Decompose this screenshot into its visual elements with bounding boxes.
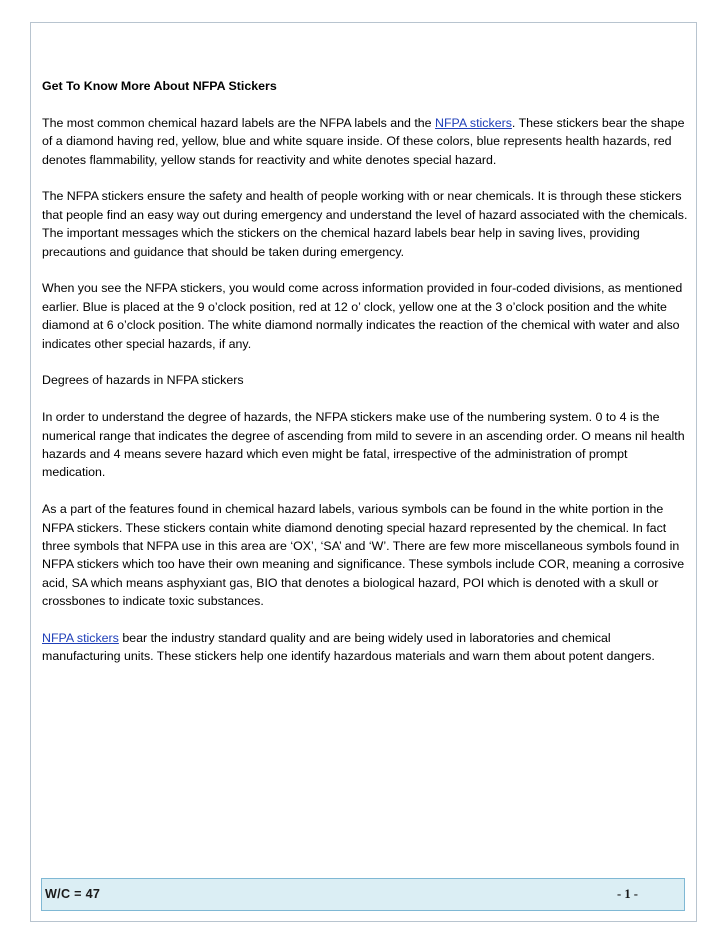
paragraph-intro xyxy=(42,114,690,169)
document-body xyxy=(42,77,690,684)
paragraph-conclusion xyxy=(42,629,690,666)
page-footer xyxy=(41,878,685,911)
nfpa-stickers-link[interactable]: NFPA stickers xyxy=(435,115,512,130)
subheading-degrees: Degrees of hazards in NFPA stickers xyxy=(42,373,244,388)
paragraph-divisions: When you see the NFPA stickers, you would come across information provided in four-coded divisions, as mentioned earlier. Blue is placed at the 9 o’clock position, red at 12 o’ clock, yellow one at the 3 o’clock position and the white diamond at 6 o’clock position. The white diamond normally indicates the reaction of the chemical with water and also indicates other special hazards, if any. xyxy=(42,281,683,351)
paragraph-intro-text: The most common chemical hazard labels are the NFPA labels and the xyxy=(42,115,436,130)
paragraph-symbols: As a part of the features found in chemical hazard labels, various symbols can be found in the white portion in the NFPA stickers. These stickers contain white diamond denoting special hazard represented by the chemical. In fact three symbols that NFPA use in this area are ‘OX’, ‘SA’ and ‘W’. There are few more miscellaneous symbols found in NFPA stickers which too have their own meaning and significance. These symbols include COR, meaning a corrosive acid, SA which means asphyxiant gas, BIO that denotes a biological hazard, POI which is denoted with a skull or crossbones to indicate toxic substances. xyxy=(42,502,685,609)
paragraph-safety: The NFPA stickers ensure the safety and health of people working with or near chemicals. It is through these stickers that people find an easy way out during emergency and understand the level of hazard associated with the chemicals. The important messages which the stickers on the chemical hazard labels bear help in saving lives, providing precautions and guidance that should be taken during emergency. xyxy=(42,189,688,259)
document-title: Get To Know More About NFPA Stickers xyxy=(42,79,277,93)
paragraph-intro-text-end: . These stickers bear the shape of a diamond having red, yellow, blue and white square inside. Of these colors, blue represents health hazards, red denotes flammability, yellow stands for reactivity and white denotes special hazard. xyxy=(42,115,685,167)
paragraph-numbering: In order to understand the degree of hazards, the NFPA stickers make use of the numbering system. 0 to 4 is the numerical range that indicates the degree of ascending from mild to severe in an ascending order. O means nil health hazards and 4 means severe hazard which even might be fatal, irrespective of the administration of prompt medication. xyxy=(42,410,685,480)
word-count: W/C = 47 xyxy=(45,887,101,901)
nfpa-stickers-link-2[interactable]: NFPA stickers xyxy=(42,631,119,646)
paragraph-conclusion-text: bear the industry standard quality and are being widely used in laboratories and chemical manufacturing units. These stickers help one identify hazardous materials and warn them about potent dangers. xyxy=(42,631,655,664)
page-number: - 1 - xyxy=(617,887,638,901)
